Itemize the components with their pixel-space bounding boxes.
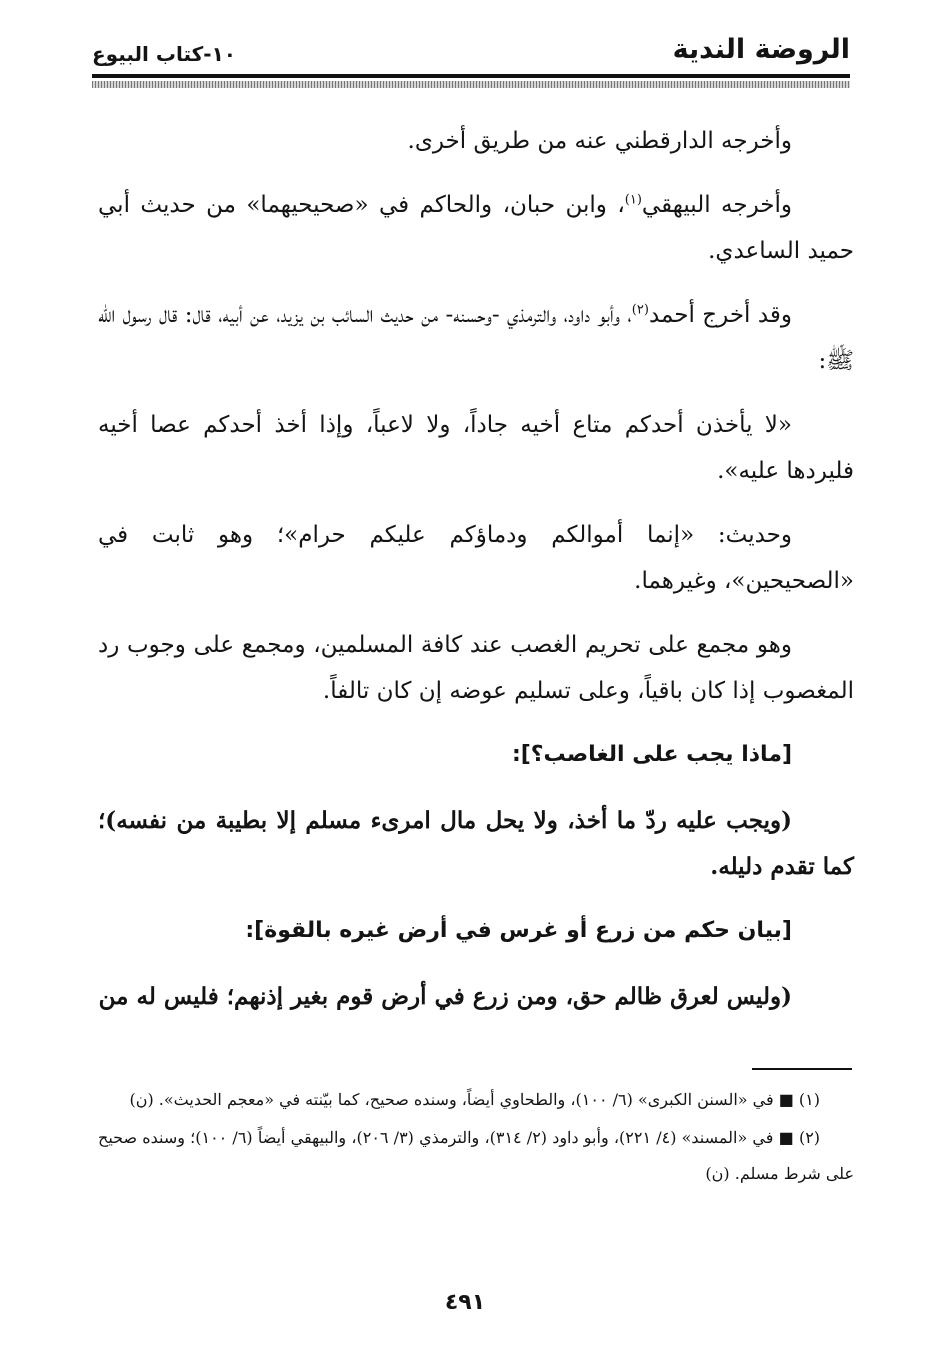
- paragraph-6: وهو مجمع على تحريم الغصب عند كافة المسلمين، ومجمع على وجوب رد المغصوب إذا كان باقياً، وعلى تسليم عوضه إن كان تالفاً.: [98, 632, 854, 704]
- footnote-1: (١) ■ في «السنن الكبرى» (٦/ ١٠٠)، والطحاوي أيضاً، وسنده صحيح، كما بيّنته في «معجم الحديث». (ن): [129, 1090, 820, 1109]
- paragraph-5: وحديث: «إنما أموالكم ودماؤكم عليكم حرام»؛ وهو ثابت في «الصحيحين»، وغيرهما.: [98, 522, 854, 594]
- paragraph-2: [98, 182, 854, 274]
- hadith-quote: «لا يأخذن أحدكم متاع أخيه جاداً، ولا لاعباً، وإذا أخذ أحدكم عصا أخيه فليردها عليه».: [98, 412, 854, 484]
- section-heading-1: [ماذا يجب على الغاصب؟]:: [511, 742, 792, 767]
- book-title: الروضة الندية: [672, 34, 850, 65]
- paragraph-3: [98, 292, 854, 384]
- paragraph-1: وأخرجه الدارقطني عنه من طريق أخرى.: [407, 128, 792, 154]
- paragraph-3-end: ، وأبو داود، والترمذي -وحسنه- من حديث السائب بن يزيد، عن أبيه، قال: قال رسول الله ﷺ:: [98, 302, 854, 374]
- footnote-separator: [752, 1068, 852, 1070]
- page-header: [92, 28, 850, 92]
- paragraph-3-start: وقد أخرج أحمد: [648, 302, 792, 328]
- page-body: [98, 118, 854, 1038]
- footnote-ref-2: (٢): [631, 302, 649, 318]
- footnotes: [98, 1082, 854, 1194]
- paragraph-2-start: وأخرجه البيهقي: [641, 192, 792, 218]
- chapter-title: ١٠-كتاب البيوع: [92, 42, 236, 66]
- section-heading-2: [بيان حكم من زرع أو غرس في أرض غيره بالقوة]:: [245, 918, 792, 943]
- paragraph-2-end: ، وابن حبان، والحاكم في «صحيحيهما» من حديث أبي حميد الساعدي.: [98, 192, 854, 264]
- footnote-2: (٢) ■ في «المسند» (٤/ ٢٢١)، وأبو داود (٢/ ٣١٤)، والترمذي (٣/ ٢٠٦)، والبيهقي أيضاً (٦/ ١٠٠)؛ وسنده صحيح على شرط مسلم. (ن): [98, 1128, 854, 1183]
- header-hatched-rule: [92, 81, 850, 88]
- matn-paragraph-2: (وليس لعرق ظالم حق، ومن زرع في أرض قوم بغير إذنهم؛ فليس له من: [98, 983, 792, 1010]
- matn-paragraph-1: (ويجب عليه ردّ ما أخذ، ولا يحل مال امرىء مسلم إلا بطيبة من نفسه)؛ كما تقدم دليله.: [98, 807, 854, 880]
- page-number: ٤٩١: [444, 1290, 486, 1315]
- footnote-ref-1: (١): [624, 192, 642, 208]
- header-rule: [92, 74, 850, 78]
